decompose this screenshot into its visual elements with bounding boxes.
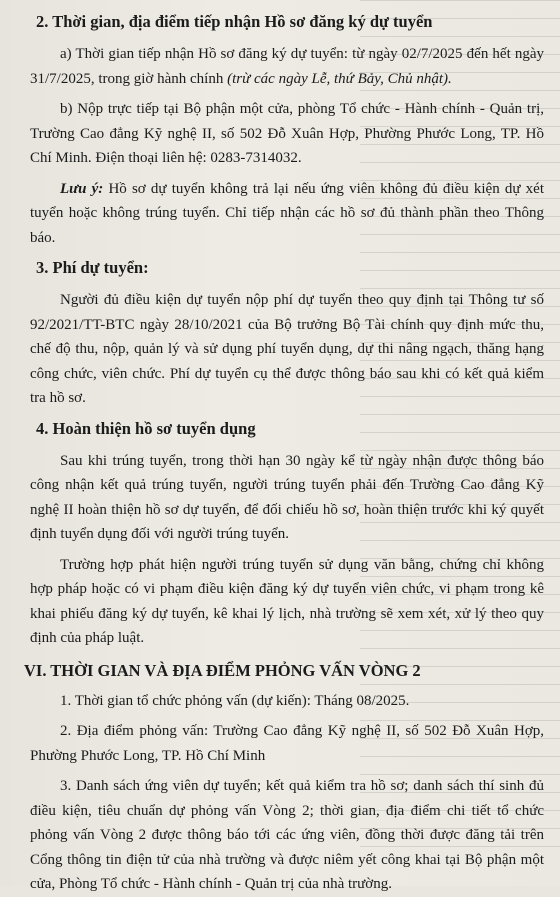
section-4-paragraph-1: Sau khi trúng tuyển, trong thời hạn 30 ngày kể từ ngày nhận được thông báo công nhận kết quả trúng tuyển, người trúng tuyển phải đến Trường Cao đẳng Kỹ nghệ II hoàn thiện hồ sơ dự tuyển, để đối chiếu hồ sơ, hoàn thiện trước khi ký quyết định tuyển dụng đối với người trúng tuyển. [30,452,544,542]
section-2-item-a-text: a) Thời gian tiếp nhận Hồ sơ đăng ký dự tuyển: từ ngày 02/7/2025 đến hết ngày 31/7/2025, trong giờ hành chính [30,46,544,87]
section-6-item-3: 3. Danh sách ứng viên dự tuyển; kết quả kiểm tra hồ sơ; danh sách thí sinh đủ điều kiện, tiêu chuẩn dự phỏng vấn Vòng 2; thời gian, địa điểm chi tiết tổ chức phỏng vấn Vòng 2 được thông báo tới các ứng viên, đồng thời được đăng tải trên Cổng thông tin điện tử của nhà trường và được niêm yết công khai tại Bộ phận một cửa, Phòng Tổ chức - Hành chính - Quản trị của nhà trường. [30,778,544,892]
section-2-item-a [30,42,544,91]
section-6-item-2: 2. Địa điểm phỏng vấn: Trường Cao đẳng Kỹ nghệ II, số 502 Đỗ Xuân Hợp, Phường Phước Long, TP. Hồ Chí Minh [30,723,544,764]
section-2-note [30,177,544,251]
note-text: Hồ sơ dự tuyển không trả lại nếu ứng viên không đủ điều kiện dự xét tuyển hoặc không trúng tuyển. Chỉ tiếp nhận các hồ sơ đủ thành phần theo Thông báo. [30,180,544,246]
note-label: Lưu ý: [60,180,104,197]
section-2-item-b: b) Nộp trực tiếp tại Bộ phận một cửa, phòng Tổ chức - Hành chính - Quản trị, Trường Cao đẳng Kỹ nghệ II, số 502 Đỗ Xuân Hợp, Phường Phước Long, TP. Hồ Chí Minh. Điện thoại liên hệ: 0283-7314032. [30,101,544,166]
section-3-text: Người đủ điều kiện dự tuyển nộp phí dự tuyển theo quy định tại Thông tư số 92/2021/TT-BTC ngày 28/10/2021 của Bộ trưởng Bộ Tài chính quy định mức thu, chế độ thu, nộp, quản lý và sử dụng phí tuyển dụng, dự thi nâng ngạch, thăng hạng công chức, viên chức. Phí dự tuyển cụ thể được thông báo sau khi có kết quả kiểm tra hồ sơ. [30,292,544,406]
section-3-heading: 3. Phí dự tuyển: [36,258,149,277]
section-2-item-a-note: (trừ các ngày Lễ, thứ Bảy, Chủ nhật). [227,70,452,87]
section-4-heading: 4. Hoàn thiện hồ sơ tuyển dụng [36,418,256,438]
section-2-heading: 2. Thời gian, địa điểm tiếp nhận Hồ sơ đăng ký dự tuyển [36,12,433,31]
section-4-paragraph-2: Trường hợp phát hiện người trúng tuyển sử dụng văn bằng, chứng chỉ không hợp pháp hoặc có vi phạm điều kiện đăng ký dự tuyển viên chức, vi phạm trong kê khai phiếu đăng ký dự tuyển, kê khai lý lịch, nhà trường sẽ xem xét, xử lý theo quy định của pháp luật. [30,556,544,646]
section-6-item-1: 1. Thời gian tổ chức phỏng vấn (dự kiến): Tháng 08/2025. [60,692,410,709]
section-6-heading: VI. THỜI GIAN VÀ ĐỊA ĐIỂM PHỎNG VẤN VÒNG 2 [24,660,421,680]
